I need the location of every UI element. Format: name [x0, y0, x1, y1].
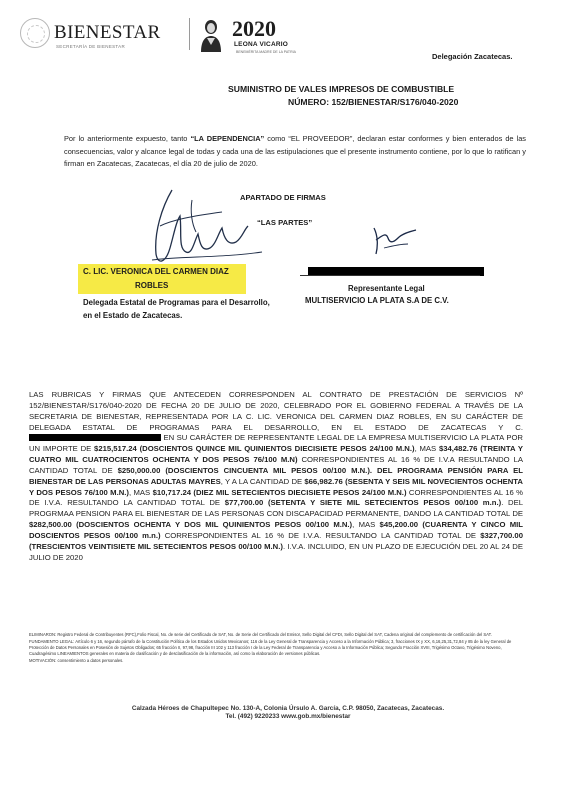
footer-contact: Tel. (492) 9220233 www.gob.mx/bienestar	[225, 713, 351, 720]
intro-paragraph: Por lo anteriormente expuesto, tanto “LA DEPENDENCIA” como “EL PROVEEDOR”, declaran estar conformes y bien enterados de las consecuencias, valor y alcance legal de todas y cada una de las estipulaciones que el presente instrumento contiene, por lo que lo ratifican y firman en Zacatecas, Zacatecas, el día 20 de julio de 2020.	[64, 134, 527, 169]
document-title: SUMINISTRO DE VALES IMPRESOS DE COMBUSTIBLE	[228, 84, 455, 94]
brand-subtitle: SECRETARÍA DE BIENESTAR	[56, 44, 125, 49]
note-fundamento: FUNDAMENTO LEGAL: Artículo 6 y 16, segundo párrafo de la Constitución Política de los Estados Unidos Mexicanos; 116 de la Ley General de Transparencia y Acceso a la Información Pública; 3, fracciones IX y XX, 6,16,25,31,72,84 y 85 de la ley General de Protección de Datos Personales en Posesión de Sujetos Obligados; 65 fracción II, 97,98, fracción III 102 y 113 fracción I de la Ley Federal de Transparencia y Acceso a la Información Pública; Segundo Fracción XVIII, Trigésimo Octavo, Trigésimo Noveno, Cuadragésimo LINEAMIENTOS generales en materia de clasificación y de desclasificación de la información, así como la elaboración de versiones públicas.	[29, 638, 512, 657]
signatures-section-title: APARTADO DE FIRMAS	[240, 193, 326, 202]
representative-signature	[364, 222, 424, 256]
brand-logo: BIENESTAR	[54, 22, 161, 43]
leona-vicario-portrait-icon	[198, 18, 224, 52]
footer-address: Calzada Héroes de Chapultepec No. 130-A, Colonia Úrsulo A. García, C.P. 98050, Zacatecas, Zacatecas.	[131, 705, 445, 712]
representative-label: Representante Legal	[348, 284, 425, 293]
year-logo: 2020	[232, 16, 276, 41]
parties-label: “LAS PARTES”	[257, 218, 313, 227]
delegada-title: Delegada Estatal de Programas para el Desarrollo, en el Estado de Zacatecas.	[83, 298, 270, 320]
honoree-name: LEONA VICARIO	[234, 41, 289, 48]
legal-notes	[29, 632, 525, 665]
government-seal-icon	[20, 18, 50, 48]
office-name: Delegación Zacatecas.	[432, 52, 513, 61]
contract-summary-paragraph: LAS RUBRICAS Y FIRMAS QUE ANTECEDEN CORRESPONDEN AL CONTRATO DE PRESTACIÓN DE SERVICIOS Nº 152/BIENESTAR/S176/040-2020 DE FECHA 20 DE JULIO DE 2020, CELEBRADO POR EL GOBIERNO FEDERAL A TRAVÉS DE LA SECRETARIA DE BIENESTAR, REPRESENTADA POR LA C. LIC. VERONICA DEL CARMEN DIAZ ROBLES, EN SU CARÁCTER DE DELEGADA ESTATAL DE PROGRAMAS PARA EL DESARROLLO, EN EL ESTADO DE ZACATECAS Y C. EN SU CARÁCTER DE REPRESENTANTE LEGAL DE LA EMPRESA MULTISERVICIO LA PLATA POR UN IMPORTE DE $215,517.24 (DOSCIENTOS QUINCE MIL QUINIENTOS DIECISIETE PESOS 24/100 M.N.), MAS $34,482.76 (TREINTA Y CUATRO MIL CUATROCIENTOS OCHENTA Y DOS PESOS 76/100 M.N) CORRESPONDIENTES AL 16 % DE I.V.A RESULTANDO LA CANTIDAD TOTAL DE $250,000.00 (DOSCIENTOS CINCUENTA MIL PESOS 00/100 M.N.). DEL PROGRAMA PENSIÓN PARA EL BIENESTAR DE LAS PERSONAS ADULTAS MAYRES, Y A LA CANTIDAD DE $66,982.76 (SESENTA Y SEIS MIL NOVECIENTOS OCHENTA Y DOS PESOS 76/100 M.N.), MAS $10,717.24 (DIEZ MIL SETECIENTOS DIECISIETE PESOS 24/100 M.N.) CORRESPONDIENTES AL 16 % DE I.V.A. RESULTANDO LA CANTIDAD TOTAL DE $77,700.00 (SETENTA Y SIETE MIL SETECIENTOS PESOS 00/100 m.n.). DEL PROGRMAA PENSION PARA EL BIENESTAR DE LAS PERSONAS CON DISCAPACIDAD PERMANENTE, DANDO LA CANTIDAD TOTAL DE $282,500.00 (DOSCIENTOS OCHENTA Y DOS MIL QUINIENTOS PESOS 00/100 M.N.), MAS $45,200.00 (CUARENTA Y CINCO MIL DOSCIENTOS PESOS 00/100 m.n.) CORRESPONDIENTES AL 16 % DE I.V.A. RESULTANDO LA CANTIDAD TOTAL DE $327,700.00 (TRESCIENTOS VEINTISIETE MIL SETECIENTOS PESOS 00/100 M.N.). I.V.A. INCLUIDO, EN UN PLAZO DE EJECUCIÓN DEL 20 AL 24 DE JULIO DE 2020	[29, 390, 524, 562]
honoree-subtitle: BENEMÉRITA MADRE DE LA PATRIA	[236, 50, 296, 54]
delegada-signature	[132, 182, 282, 272]
delegada-name-line1: C. LIC. VERONICA DEL CARMEN DIAZ	[83, 267, 229, 276]
redacted-inline-name	[29, 434, 161, 442]
representative-company: MULTISERVICIO LA PLATA S.A DE C.V.	[305, 296, 449, 305]
dependencia-label: “LA DEPENDENCIA”	[190, 134, 265, 143]
document-number: NÚMERO: 152/BIENESTAR/S176/040-2020	[288, 97, 459, 107]
signature-line	[300, 275, 480, 276]
header-divider	[189, 18, 190, 50]
delegada-name-line2: ROBLES	[135, 281, 169, 290]
note-motivacion: MOTIVACIÓN: consentimiento a datos personales.	[29, 658, 124, 663]
note-eliminaron: ELIMINARON: Registro Federal de Contribuyentes (RFC),Folio Fiscal, No. de serie del Certificado de SAT, No. de Serie del Certificado del Emisor, Sello Digital del CFDI, Sello Digital del SAT, Cadena original del complemento de certificación del SAT.	[29, 632, 492, 637]
